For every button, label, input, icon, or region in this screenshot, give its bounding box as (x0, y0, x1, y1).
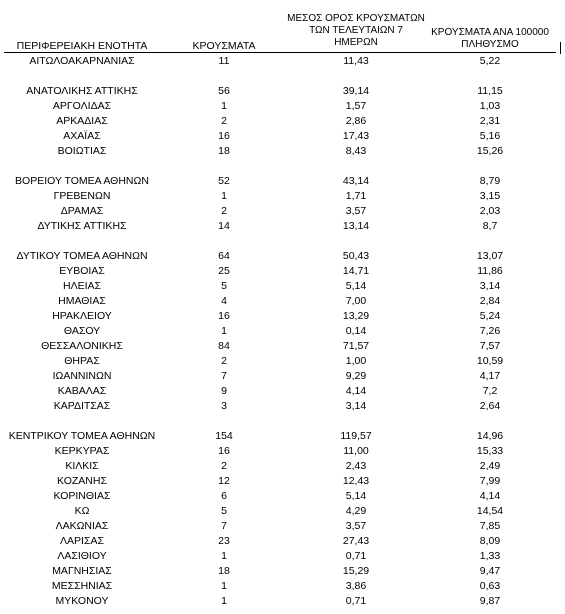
region-name-cell: ΑΙΤΩΛΟΑΚΑΡΝΑΝΙΑΣ (29, 55, 135, 67)
seven-day-average-cell: 3,86 (345, 580, 367, 592)
region-name-cell: ΔΥΤΙΚΗΣ ΑΤΤΙΚΗΣ (37, 220, 127, 232)
cases-cell: 14 (218, 220, 230, 232)
per-100000-cell: 11,15 (477, 85, 503, 97)
region-name-cell: ΔΡΑΜΑΣ (60, 205, 104, 217)
cases-cell: 4 (221, 295, 227, 307)
seven-day-average-cell: 5,14 (345, 490, 367, 502)
header-cases (185, 40, 263, 52)
region-name-cell: ΜΥΚΟΝΟΥ (55, 595, 109, 607)
table-row (0, 549, 565, 564)
per-100000-cell: 14,96 (476, 430, 504, 442)
per-100000-cell: 7,2 (482, 385, 498, 397)
per-100000-cell: 3,14 (479, 280, 501, 292)
per-100000-cell: 5,22 (479, 55, 501, 67)
per-100000-cell: 11,86 (477, 265, 503, 277)
seven-day-average-cell: 13,29 (342, 310, 370, 322)
per-100000-cell: 1,33 (479, 550, 501, 562)
table-row (0, 594, 565, 609)
seven-day-average-cell: 2,86 (345, 115, 367, 127)
per-100000-cell: 15,26 (476, 145, 504, 157)
cases-cell: 1 (221, 580, 227, 592)
seven-day-average-cell: 11,43 (343, 55, 369, 67)
cases-cell: 9 (221, 385, 227, 397)
seven-day-average-cell: 4,14 (345, 385, 367, 397)
table-row (0, 144, 565, 159)
per-100000-cell: 7,57 (479, 340, 501, 352)
table-row (0, 324, 565, 339)
cases-cell: 7 (221, 520, 227, 532)
seven-day-average-cell: 119,57 (340, 430, 372, 442)
cases-cell: 2 (221, 355, 227, 367)
per-100000-cell: 1,03 (479, 100, 501, 112)
cases-cell: 56 (218, 85, 230, 97)
per-100000-cell: 2,31 (479, 115, 501, 127)
table-row (0, 459, 565, 474)
per-100000-cell: 2,49 (479, 460, 501, 472)
table-row (0, 294, 565, 309)
region-name-cell: ΒΟΡΕΙΟΥ ΤΟΜΕΑ ΑΘΗΝΩΝ (15, 175, 149, 187)
header-seven-day-average (286, 13, 426, 49)
seven-day-average-cell: 1,71 (345, 190, 367, 202)
table-row (0, 84, 565, 99)
header-per-line-2: ΠΛΗΘΥΣΜΟ (461, 39, 519, 50)
table-row (0, 504, 565, 519)
seven-day-average-cell: 1,57 (345, 100, 367, 112)
seven-day-average-cell: 5,14 (345, 280, 367, 292)
cases-cell: 5 (221, 505, 227, 517)
table-row (0, 249, 565, 264)
cases-cell: 16 (218, 130, 230, 142)
header-cases-per-100000 (420, 27, 560, 51)
cases-cell: 16 (218, 310, 230, 322)
table-row (0, 129, 565, 144)
region-name-cell: ΗΛΕΙΑΣ (62, 280, 101, 292)
table-row (0, 279, 565, 294)
per-100000-cell: 5,24 (479, 310, 501, 322)
seven-day-average-cell: 50,43 (342, 250, 370, 262)
table-row (0, 354, 565, 369)
cases-cell: 16 (218, 445, 230, 457)
seven-day-average-cell: 27,43 (342, 535, 370, 547)
region-name-cell: ΕΥΒΟΙΑΣ (59, 265, 105, 277)
region-name-cell: ΜΑΓΝΗΣΙΑΣ (52, 565, 112, 577)
region-name-cell: ΛΑΡΙΣΑΣ (60, 535, 104, 547)
table-row (0, 444, 565, 459)
region-name-cell: ΘΕΣΣΑΛΟΝΙΚΗΣ (41, 340, 123, 352)
table-row (0, 204, 565, 219)
cases-cell: 11 (218, 55, 230, 67)
cases-cell: 7 (221, 370, 227, 382)
cases-cell: 2 (221, 460, 227, 472)
region-name-cell: ΓΡΕΒΕΝΩΝ (53, 190, 111, 202)
seven-day-average-cell: 3,57 (345, 205, 367, 217)
cases-cell: 1 (221, 190, 227, 202)
seven-day-average-cell: 0,14 (345, 325, 367, 337)
table-row (0, 579, 565, 594)
header-underline (4, 52, 556, 53)
header-per-line-1: ΚΡΟΥΣΜΑΤΑ ΑΝΑ 100000 (431, 27, 549, 38)
table-row (0, 339, 565, 354)
cases-cell: 154 (215, 430, 233, 442)
region-name-cell: ΙΩΑΝΝΙΝΩΝ (52, 370, 112, 382)
cases-cell: 52 (218, 175, 230, 187)
region-name-cell: ΚΑΡΔΙΤΣΑΣ (53, 400, 111, 412)
cases-cell: 5 (221, 280, 227, 292)
per-100000-cell: 8,09 (479, 535, 501, 547)
per-100000-cell: 4,17 (479, 370, 501, 382)
region-name-cell: ΗΡΑΚΛΕΙΟΥ (52, 310, 112, 322)
header-region-label: ΠΕΡΙΦΕΡΕΙΑΚΗ ΕΝΟΤΗΤΑ (16, 40, 148, 52)
header-cases-label: ΚΡΟΥΣΜΑΤΑ (192, 40, 256, 52)
seven-day-average-cell: 0,71 (345, 595, 367, 607)
header-region (4, 40, 160, 52)
cases-cell: 1 (221, 100, 227, 112)
per-100000-cell: 7,85 (479, 520, 501, 532)
table-row (0, 474, 565, 489)
per-100000-cell: 4,14 (479, 490, 501, 502)
table-row (0, 114, 565, 129)
seven-day-average-cell: 3,14 (345, 400, 367, 412)
seven-day-average-cell: 2,43 (345, 460, 367, 472)
region-name-cell: ΚΟΡΙΝΘΙΑΣ (53, 490, 111, 502)
per-100000-cell: 14,54 (476, 505, 504, 517)
table-row (0, 219, 565, 234)
table-row (0, 384, 565, 399)
per-100000-cell: 13,07 (476, 250, 504, 262)
region-name-cell: ΚΑΒΑΛΑΣ (57, 385, 107, 397)
table-row (0, 264, 565, 279)
seven-day-average-cell: 9,29 (345, 370, 367, 382)
per-100000-cell: 7,26 (479, 325, 501, 337)
table-row (0, 189, 565, 204)
region-name-cell: ΑΝΑΤΟΛΙΚΗΣ ΑΤΤΙΚΗΣ (26, 85, 138, 97)
region-name-cell: ΑΡΚΑΔΙΑΣ (56, 115, 108, 127)
seven-day-average-cell: 4,29 (345, 505, 367, 517)
cases-cell: 18 (218, 565, 230, 577)
cases-cell: 84 (218, 340, 230, 352)
per-100000-cell: 2,03 (479, 205, 501, 217)
seven-day-average-cell: 8,43 (345, 145, 367, 157)
table-row (0, 564, 565, 579)
per-100000-cell: 2,84 (479, 295, 501, 307)
per-100000-cell: 3,15 (479, 190, 501, 202)
region-name-cell: ΒΟΙΩΤΙΑΣ (57, 145, 107, 157)
header-average-line-1: ΜΕΣΟΣ ΟΡΟΣ ΚΡΟΥΣΜΑΤΩΝ (287, 13, 425, 24)
table-row (0, 174, 565, 189)
region-name-cell: ΚΟΖΑΝΗΣ (57, 475, 107, 487)
cases-cell: 25 (218, 265, 230, 277)
per-100000-cell: 7,99 (479, 475, 501, 487)
cases-cell: 1 (221, 595, 227, 607)
seven-day-average-cell: 0,71 (345, 550, 367, 562)
edge-border-mark (560, 42, 561, 54)
per-100000-cell: 15,33 (476, 445, 504, 457)
per-100000-cell: 9,87 (479, 595, 501, 607)
seven-day-average-cell: 39,14 (342, 85, 370, 97)
per-100000-cell: 5,16 (479, 130, 501, 142)
region-name-cell: ΚΕΡΚΥΡΑΣ (54, 445, 110, 457)
header-average-line-3: ΗΜΕΡΩΝ (334, 37, 378, 48)
table-row (0, 519, 565, 534)
seven-day-average-cell: 7,00 (345, 295, 367, 307)
table-row (0, 99, 565, 114)
seven-day-average-cell: 71,57 (342, 340, 370, 352)
region-name-cell: ΛΑΚΩΝΙΑΣ (55, 520, 109, 532)
cases-cell: 2 (221, 205, 227, 217)
cases-cell: 12 (218, 475, 230, 487)
per-100000-cell: 9,47 (479, 565, 501, 577)
cases-cell: 3 (221, 400, 227, 412)
seven-day-average-cell: 3,57 (345, 520, 367, 532)
per-100000-cell: 8,79 (479, 175, 501, 187)
seven-day-average-cell: 14,71 (342, 265, 370, 277)
cases-cell: 64 (218, 250, 230, 262)
table-row (0, 399, 565, 414)
table-row (0, 369, 565, 384)
cases-cell: 18 (218, 145, 230, 157)
per-100000-cell: 2,64 (479, 400, 501, 412)
table-row (0, 54, 565, 69)
region-name-cell: ΔΥΤΙΚΟΥ ΤΟΜΕΑ ΑΘΗΝΩΝ (16, 250, 148, 262)
region-name-cell: ΑΡΓΟΛΙΔΑΣ (52, 100, 112, 112)
seven-day-average-cell: 13,14 (342, 220, 370, 232)
region-name-cell: ΗΜΑΘΙΑΣ (58, 295, 106, 307)
cases-cell: 23 (218, 535, 230, 547)
seven-day-average-cell: 15,29 (342, 565, 370, 577)
table-row (0, 309, 565, 324)
region-name-cell: ΛΑΣΙΘΙΟΥ (57, 550, 107, 562)
table-row (0, 429, 565, 444)
region-name-cell: ΚΩ (74, 505, 90, 517)
cases-cell: 1 (221, 550, 227, 562)
per-100000-cell: 8,7 (482, 220, 498, 232)
per-100000-cell: 0,63 (479, 580, 501, 592)
region-name-cell: ΑΧΑΪΑΣ (63, 130, 101, 142)
cases-cell: 2 (221, 115, 227, 127)
seven-day-average-cell: 43,14 (342, 175, 370, 187)
seven-day-average-cell: 1,00 (345, 355, 367, 367)
seven-day-average-cell: 17,43 (342, 130, 370, 142)
region-name-cell: ΘΗΡΑΣ (64, 355, 100, 367)
seven-day-average-cell: 12,43 (342, 475, 370, 487)
region-name-cell: ΜΕΣΣΗΝΙΑΣ (51, 580, 113, 592)
region-name-cell: ΚΕΝΤΡΙΚΟΥ ΤΟΜΕΑ ΑΘΗΝΩΝ (8, 430, 156, 442)
table-row (0, 534, 565, 549)
seven-day-average-cell: 11,00 (343, 445, 369, 457)
region-name-cell: ΚΙΛΚΙΣ (65, 460, 99, 472)
cases-cell: 1 (221, 325, 227, 337)
region-name-cell: ΘΑΣΟΥ (63, 325, 101, 337)
per-100000-cell: 10,59 (476, 355, 504, 367)
table-row (0, 489, 565, 504)
header-average-line-2: ΤΩΝ ΤΕΛΕΥΤΑΙΩΝ 7 (309, 25, 403, 36)
cases-cell: 6 (221, 490, 227, 502)
